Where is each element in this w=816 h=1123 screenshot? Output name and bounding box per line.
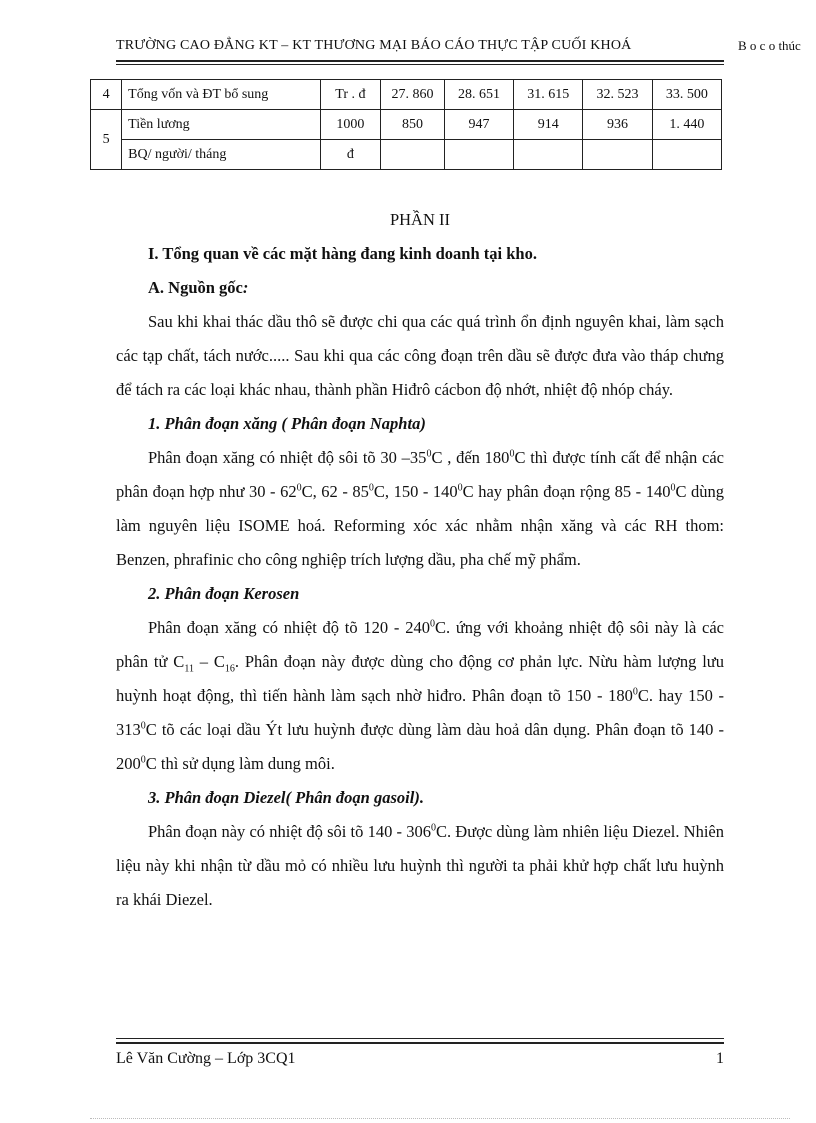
footer-author: Lê Văn Cường – Lớp 3CQ1 xyxy=(116,1050,296,1067)
row-value: 850 xyxy=(381,110,445,140)
table-row xyxy=(91,80,722,110)
subsection-colon: : xyxy=(242,278,249,297)
header-rule-bottom xyxy=(116,64,724,65)
row-value: 1. 440 xyxy=(652,110,721,140)
subsection-heading: 3. Phân đoạn Diezel( Phân đoạn gasoil). xyxy=(148,788,424,807)
page-bottom-dotted-line xyxy=(90,1118,790,1119)
footer-rule-bottom xyxy=(116,1042,724,1044)
empty-cell xyxy=(652,140,721,170)
subsection-heading xyxy=(116,271,724,305)
page-header xyxy=(116,38,816,60)
empty-cell xyxy=(381,140,445,170)
data-table xyxy=(90,79,722,170)
subsection-label: A. Nguồn gốc xyxy=(148,278,243,297)
row-label: Tổng vốn và ĐT bổ sung xyxy=(122,80,321,110)
page-number: 1 xyxy=(716,1050,724,1067)
header-title: TRƯỜNG CAO ĐẲNG KT – KT THƯƠNG MẠI BÁO CÁO THỰC TẬP CUỐI KHOÁ xyxy=(116,38,632,53)
row-number: 4 xyxy=(91,80,122,110)
row-label: BQ/ người/ tháng xyxy=(122,140,321,170)
document-body xyxy=(116,203,724,917)
subsection-heading: 2. Phân đoạn Kerosen xyxy=(148,584,300,603)
row-value: 28. 651 xyxy=(444,80,513,110)
row-value: 936 xyxy=(583,110,652,140)
table-row xyxy=(91,110,722,140)
row-number: 5 xyxy=(91,110,122,170)
row-unit: Tr . đ xyxy=(320,80,380,110)
row-unit: 1000 xyxy=(320,110,380,140)
section-heading: I. Tổng quan về các mặt hàng đang kinh doanh tại kho. xyxy=(148,244,537,263)
footer-rule-top xyxy=(116,1038,724,1039)
row-value: 914 xyxy=(514,110,583,140)
empty-cell xyxy=(583,140,652,170)
row-value: 947 xyxy=(444,110,513,140)
empty-cell xyxy=(514,140,583,170)
empty-cell xyxy=(444,140,513,170)
paragraph: Phân đoạn xăng có nhiệt độ sôi tõ 30 $-35^0C$ , đến $180^0C$ thì được tính cất để nhận các phân đoạn hợp như $30 - 62^0C$, $62 - 85^0C$, $150 - 140^0C$ hay phân đoạn rộng $85 - 140^0C$ dùng làm nguyên liệu ISOME hoá. Reforming xóc xác nhằm nhận xăng và các RH thom: Benzen, phrafinic cho công nghiệp trích lượng dầu, pha chế mỹ phẩm. xyxy=(116,448,725,569)
paragraph: Sau khi khai thác dầu thô sẽ được chi qua các quá trình ổn định nguyên khai, làm sạch các tạp chất, tách nước..... Sau khi qua các công đoạn trên dầu sẽ được đưa vào tháp chưng để tách ra các loại khác nhau, thành phần Hiđrô cácbon độ nhớt, nhiệt độ nhóp cháy. xyxy=(116,312,724,399)
table-row xyxy=(91,140,722,170)
row-value: 31. 615 xyxy=(514,80,583,110)
header-rule-top xyxy=(116,60,724,62)
paragraph: Phân đoạn xăng có nhiệt độ tõ $120 - 240^0C$. ứng với khoảng nhiệt độ sôi này là các phân tử $C_{11} - C_{16}$. Phân đoạn này được dùng cho động cơ phản lực. Nừu hàm lượng lưu huỳnh hoạt động, thì tiến hành làm sạch nhờ hiđro. Phân đoạn tõ $150 - 180^0C$. hay $150 - 313^0C$ tõ các loại dầu Ýt lưu huỳnh được dùng làm dàu hoả dân dụng. Phân đoạn tõ $140 - 200^0C$ thì sử dụng làm dung môi. xyxy=(116,618,725,773)
row-label: Tiền lương xyxy=(122,110,321,140)
row-value: 27. 860 xyxy=(381,80,445,110)
row-unit: đ xyxy=(320,140,380,170)
row-value: 32. 523 xyxy=(583,80,652,110)
header-right-text: B o c o thúc xyxy=(738,38,801,53)
part-title: PHẦN II xyxy=(389,210,451,229)
paragraph: Phân đoạn này có nhiệt độ sôi tõ $140 - 306^0C$. Được dùng làm nhiên liệu Diezel. Nhiên liệu này khi nhận từ dầu mỏ có nhiều lưu huỳnh thì người ta phải khử hợp chất lưu huỳnh ra khái Diezel. xyxy=(116,822,724,909)
row-value: 33. 500 xyxy=(652,80,721,110)
subsection-heading: 1. Phân đoạn xăng ( Phân đoạn Naphta) xyxy=(148,414,426,433)
